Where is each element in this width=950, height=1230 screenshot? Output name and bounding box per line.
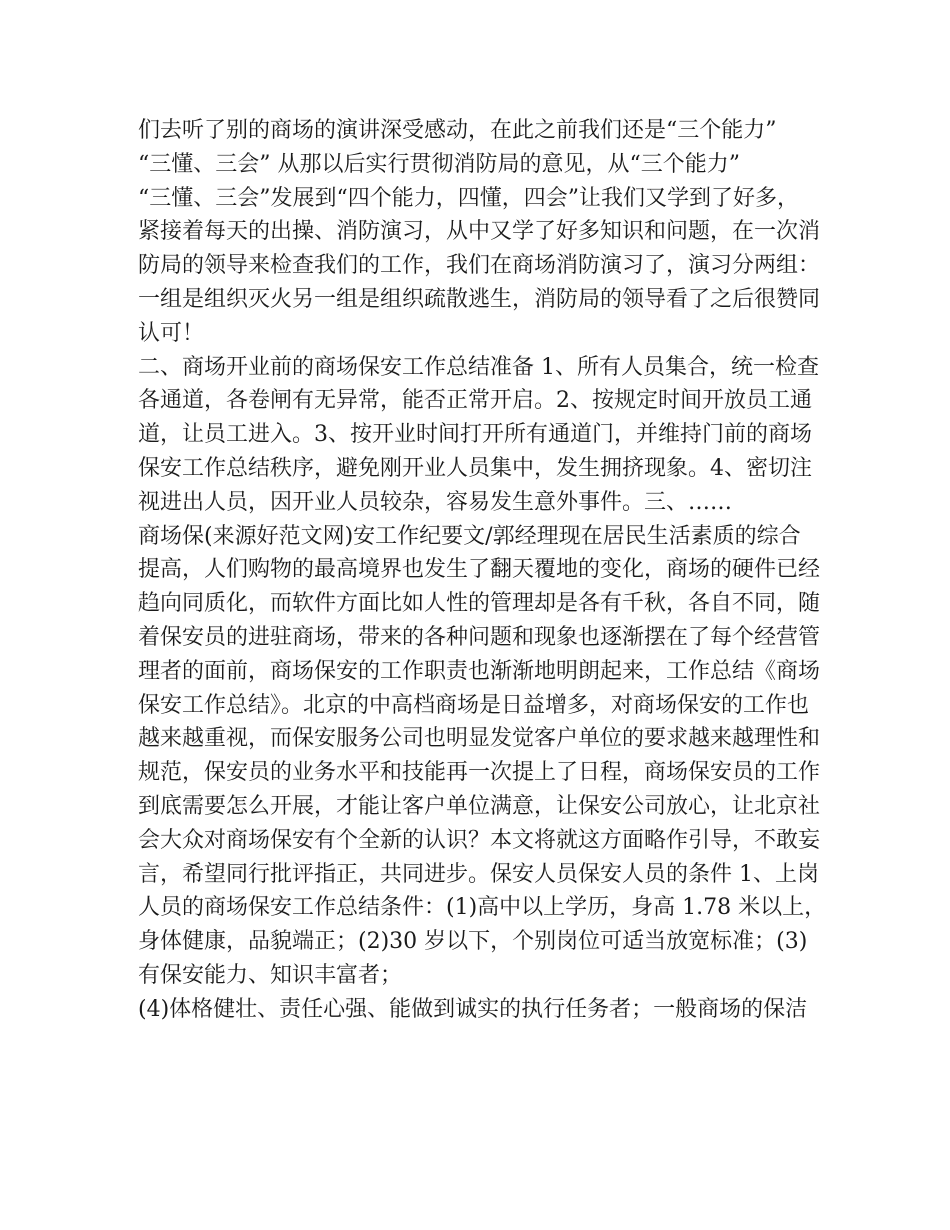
- text-line: 身体健康，品貌端正；(2)30 岁以下，个别岗位可适当放宽标准；(3): [138, 929, 808, 955]
- text-line: (4)体格健壮、责任心强、能做到诚实的执行任务者；一般商场的保洁: [138, 996, 808, 1022]
- text-line: 言，希望同行批评指正，共同进步。保安人员保安人员的条件 1、上岗: [138, 861, 819, 887]
- text-line: 规范，保安员的业务水平和技能再一次提上了日程，商场保安员的工作: [138, 760, 821, 786]
- text-line: 们去听了别的商场的演讲深受感动，在此之前我们还是“三个能力”: [138, 118, 777, 143]
- text-line: 各通道，各卷闸有无异常，能否正常开启。2、按规定时间开放员工通: [138, 388, 812, 414]
- text-line: 紧接着每天的出操、消防演习，从中又学了好多知识和问题，在一次消: [138, 219, 821, 245]
- text-line: 越来越重视，而保安服务公司也明显发觉客户单位的要求越来越理性和: [138, 726, 821, 752]
- text-line: 提高，人们购物的最高境界也发生了翻天覆地的变化，商场的硬件已经: [138, 557, 821, 583]
- body-text: [138, 114, 828, 1027]
- text-line: 趋向同质化，而软件方面比如人性的管理却是各有千秋，各自不同，随: [138, 591, 821, 617]
- text-line: 保安工作总结》。北京的中高档商场是日益增多，对商场保安的工作也: [138, 692, 810, 718]
- text-line: “三懂、三会”发展到“四个能力，四懂，四会”让我们又学到了好多，: [138, 185, 799, 211]
- text-line: 到底需要怎么开展，才能让客户单位满意，让保安公司放心，让北京社: [138, 793, 821, 819]
- text-line: “三懂、三会” 从那以后实行贯彻消防局的意见，从“三个能力”: [138, 151, 740, 177]
- text-line: 视进出人员，因开业人员较杂，容易发生意外事件。三、……: [138, 489, 733, 515]
- text-line: 道，让员工进入。3、按开业时间打开所有通道门，并维持门前的商场: [138, 422, 812, 448]
- text-line: 一组是组织灭火另一组是组织疏散逃生，消防局的领导看了之后很赞同: [138, 286, 821, 312]
- text-line: 理者的面前，商场保安的工作职责也渐渐地明朗起来，工作总结《商场: [138, 658, 821, 684]
- text-line: 会大众对商场保安有个全新的认识？本文将就这方面略作引导，不敢妄: [138, 827, 821, 853]
- text-line: 认可！: [138, 320, 205, 346]
- text-line: 保安工作总结秩序，避免刚开业人员集中，发生拥挤现象。4、密切注: [138, 455, 812, 481]
- text-line: 防局的领导来检查我们的工作，我们在商场消防演习了，演习分两组：: [138, 253, 821, 279]
- text-line: 二、商场开业前的商场保安工作总结准备 1、所有人员集合，统一检查: [138, 354, 819, 380]
- text-line: 有保安能力、知识丰富者；: [138, 962, 403, 988]
- text-line: 着保安员的进驻商场，带来的各种问题和现象也逐渐摆在了每个经营管: [138, 624, 821, 650]
- text-line: 商场保(来源好范文网)安工作纪要文/郭经理现在居民生活素质的综合: [138, 523, 801, 549]
- text-line: 人员的商场保安工作总结条件：(1)高中以上学历，身高 1.78 米以上，: [138, 895, 827, 921]
